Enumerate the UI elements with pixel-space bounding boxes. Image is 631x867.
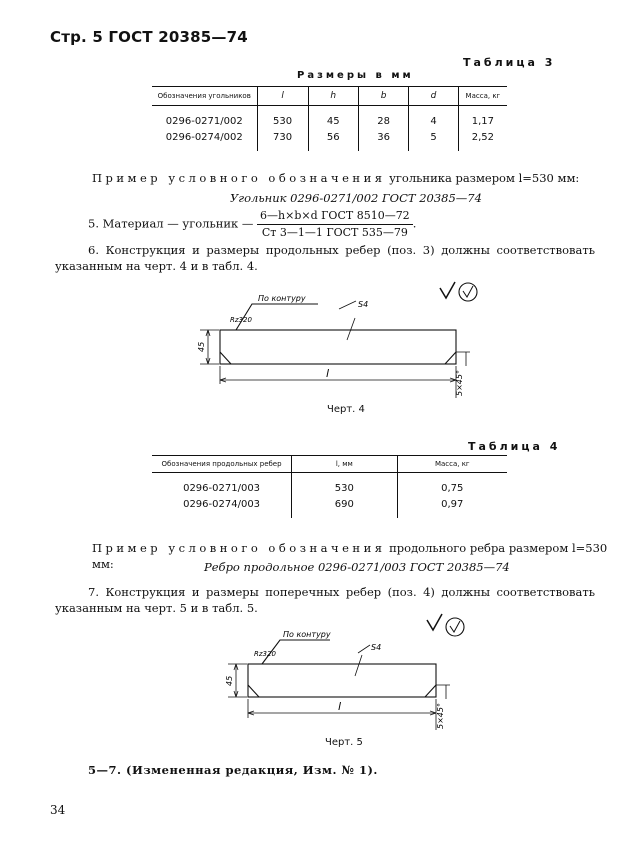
table3-cell: 0296-0271/002: [165, 116, 243, 127]
table3-units: Размеры в мм: [297, 70, 414, 81]
table3-cell: 28: [358, 106, 408, 131]
table4-col-l: l, мм: [292, 456, 397, 473]
drawing5-length: l: [338, 700, 342, 713]
table3-cell: 5: [409, 130, 459, 151]
drawing4-surface-note: По контуру: [258, 294, 306, 303]
example1-lead-rest: угольника размером l=530 мм:: [389, 171, 580, 185]
example2-lead-rest: продольного ребра размером l=530 мм:: [92, 541, 608, 571]
table3-cell: 4: [409, 106, 459, 131]
revision-note: 5—7. (Измененная редакция, Изм. № 1).: [88, 763, 378, 777]
table3-caption: Таблица 3: [463, 56, 556, 69]
example1-designation: Угольник 0296-0271/002 ГОСТ 20385—74: [230, 191, 482, 205]
drawing4-roughness: Rz320: [230, 316, 252, 324]
table3-cell: 730: [257, 130, 308, 151]
drawing5-thickness: S4: [371, 643, 382, 652]
drawing4-thickness: S4: [358, 300, 369, 309]
check-mark-icon: [427, 614, 442, 630]
table4-cell: 0296-0271/003: [183, 483, 261, 494]
table3-col-designation: Обозначения угольников: [152, 87, 257, 106]
rib-plate-outline: [248, 664, 436, 697]
table4-col-designation: Обозначения продольных ребер: [152, 456, 292, 473]
table3-col-mass: Масса, кг: [458, 87, 507, 106]
page-header: Стр. 5 ГОСТ 20385—74: [50, 28, 248, 46]
right-chamfer: [425, 685, 436, 697]
item5-prefix: 5. Материал — угольник —: [88, 216, 254, 231]
item6-text: 6. Конструкция и размеры продольных ребер (поз. 3) должны соответствовать указанным на черт. 4 и в табл. 4.: [55, 243, 595, 273]
drawing5-caption: Черт. 5: [325, 737, 363, 748]
drawing5-roughness: Rz320: [254, 650, 276, 658]
circled-check-icon: [446, 618, 464, 636]
table3-col-d: d: [409, 87, 459, 106]
item5-suffix: .: [412, 216, 417, 231]
example1-lead: Пример условного обозначения: [92, 171, 386, 185]
table3-cell: 45: [308, 106, 358, 131]
item7-text: 7. Конструкция и размеры поперечных ребер (поз. 4) должны соответствовать указанным на черт. 5 и в табл. 5.: [55, 585, 595, 615]
drawing5-surface-note: По контуру: [283, 630, 331, 639]
table3-col-h: h: [308, 87, 358, 106]
table3-col-l: l: [257, 87, 308, 106]
table3-cell: 36: [358, 130, 408, 151]
table4-cell: 0,97: [397, 497, 507, 518]
table4-cell: 0296-0274/003: [183, 499, 261, 510]
table4-cell: 0,75: [397, 473, 507, 498]
table3-cell: 0296-0274/002: [165, 132, 243, 143]
table3-col-b: b: [358, 87, 408, 106]
table3-cell: 530: [257, 106, 308, 131]
page-number: 34: [50, 803, 66, 817]
example2-designation: Ребро продольное 0296-0271/003 ГОСТ 20385—74: [204, 560, 510, 574]
table3-cell: 1,17: [458, 106, 507, 131]
item5-denominator: Ст 3—1—1 ГОСТ 535—79: [261, 226, 408, 239]
example2-lead: Пример условного обозначения: [92, 541, 386, 555]
drawing5-height: 45: [225, 675, 234, 686]
table3-cell: 56: [308, 130, 358, 151]
drawing4-chamfer: 5×45°: [455, 370, 464, 396]
drawing4-length: l: [326, 367, 330, 380]
table4-cell: 690: [292, 497, 397, 518]
drawing4-caption: Черт. 4: [327, 404, 365, 415]
drawing5-chamfer: 5×45°: [436, 703, 445, 729]
drawing4-height: 45: [197, 341, 206, 352]
table4-cell: 530: [292, 473, 397, 498]
table3-cell: 2,52: [458, 130, 507, 151]
item5-numerator: 6—h×b×d ГОСТ 8510—72: [257, 208, 413, 225]
table4-col-mass: Масса, кг: [397, 456, 507, 473]
table4-caption: Таблица 4: [468, 440, 561, 453]
left-chamfer: [248, 685, 259, 697]
